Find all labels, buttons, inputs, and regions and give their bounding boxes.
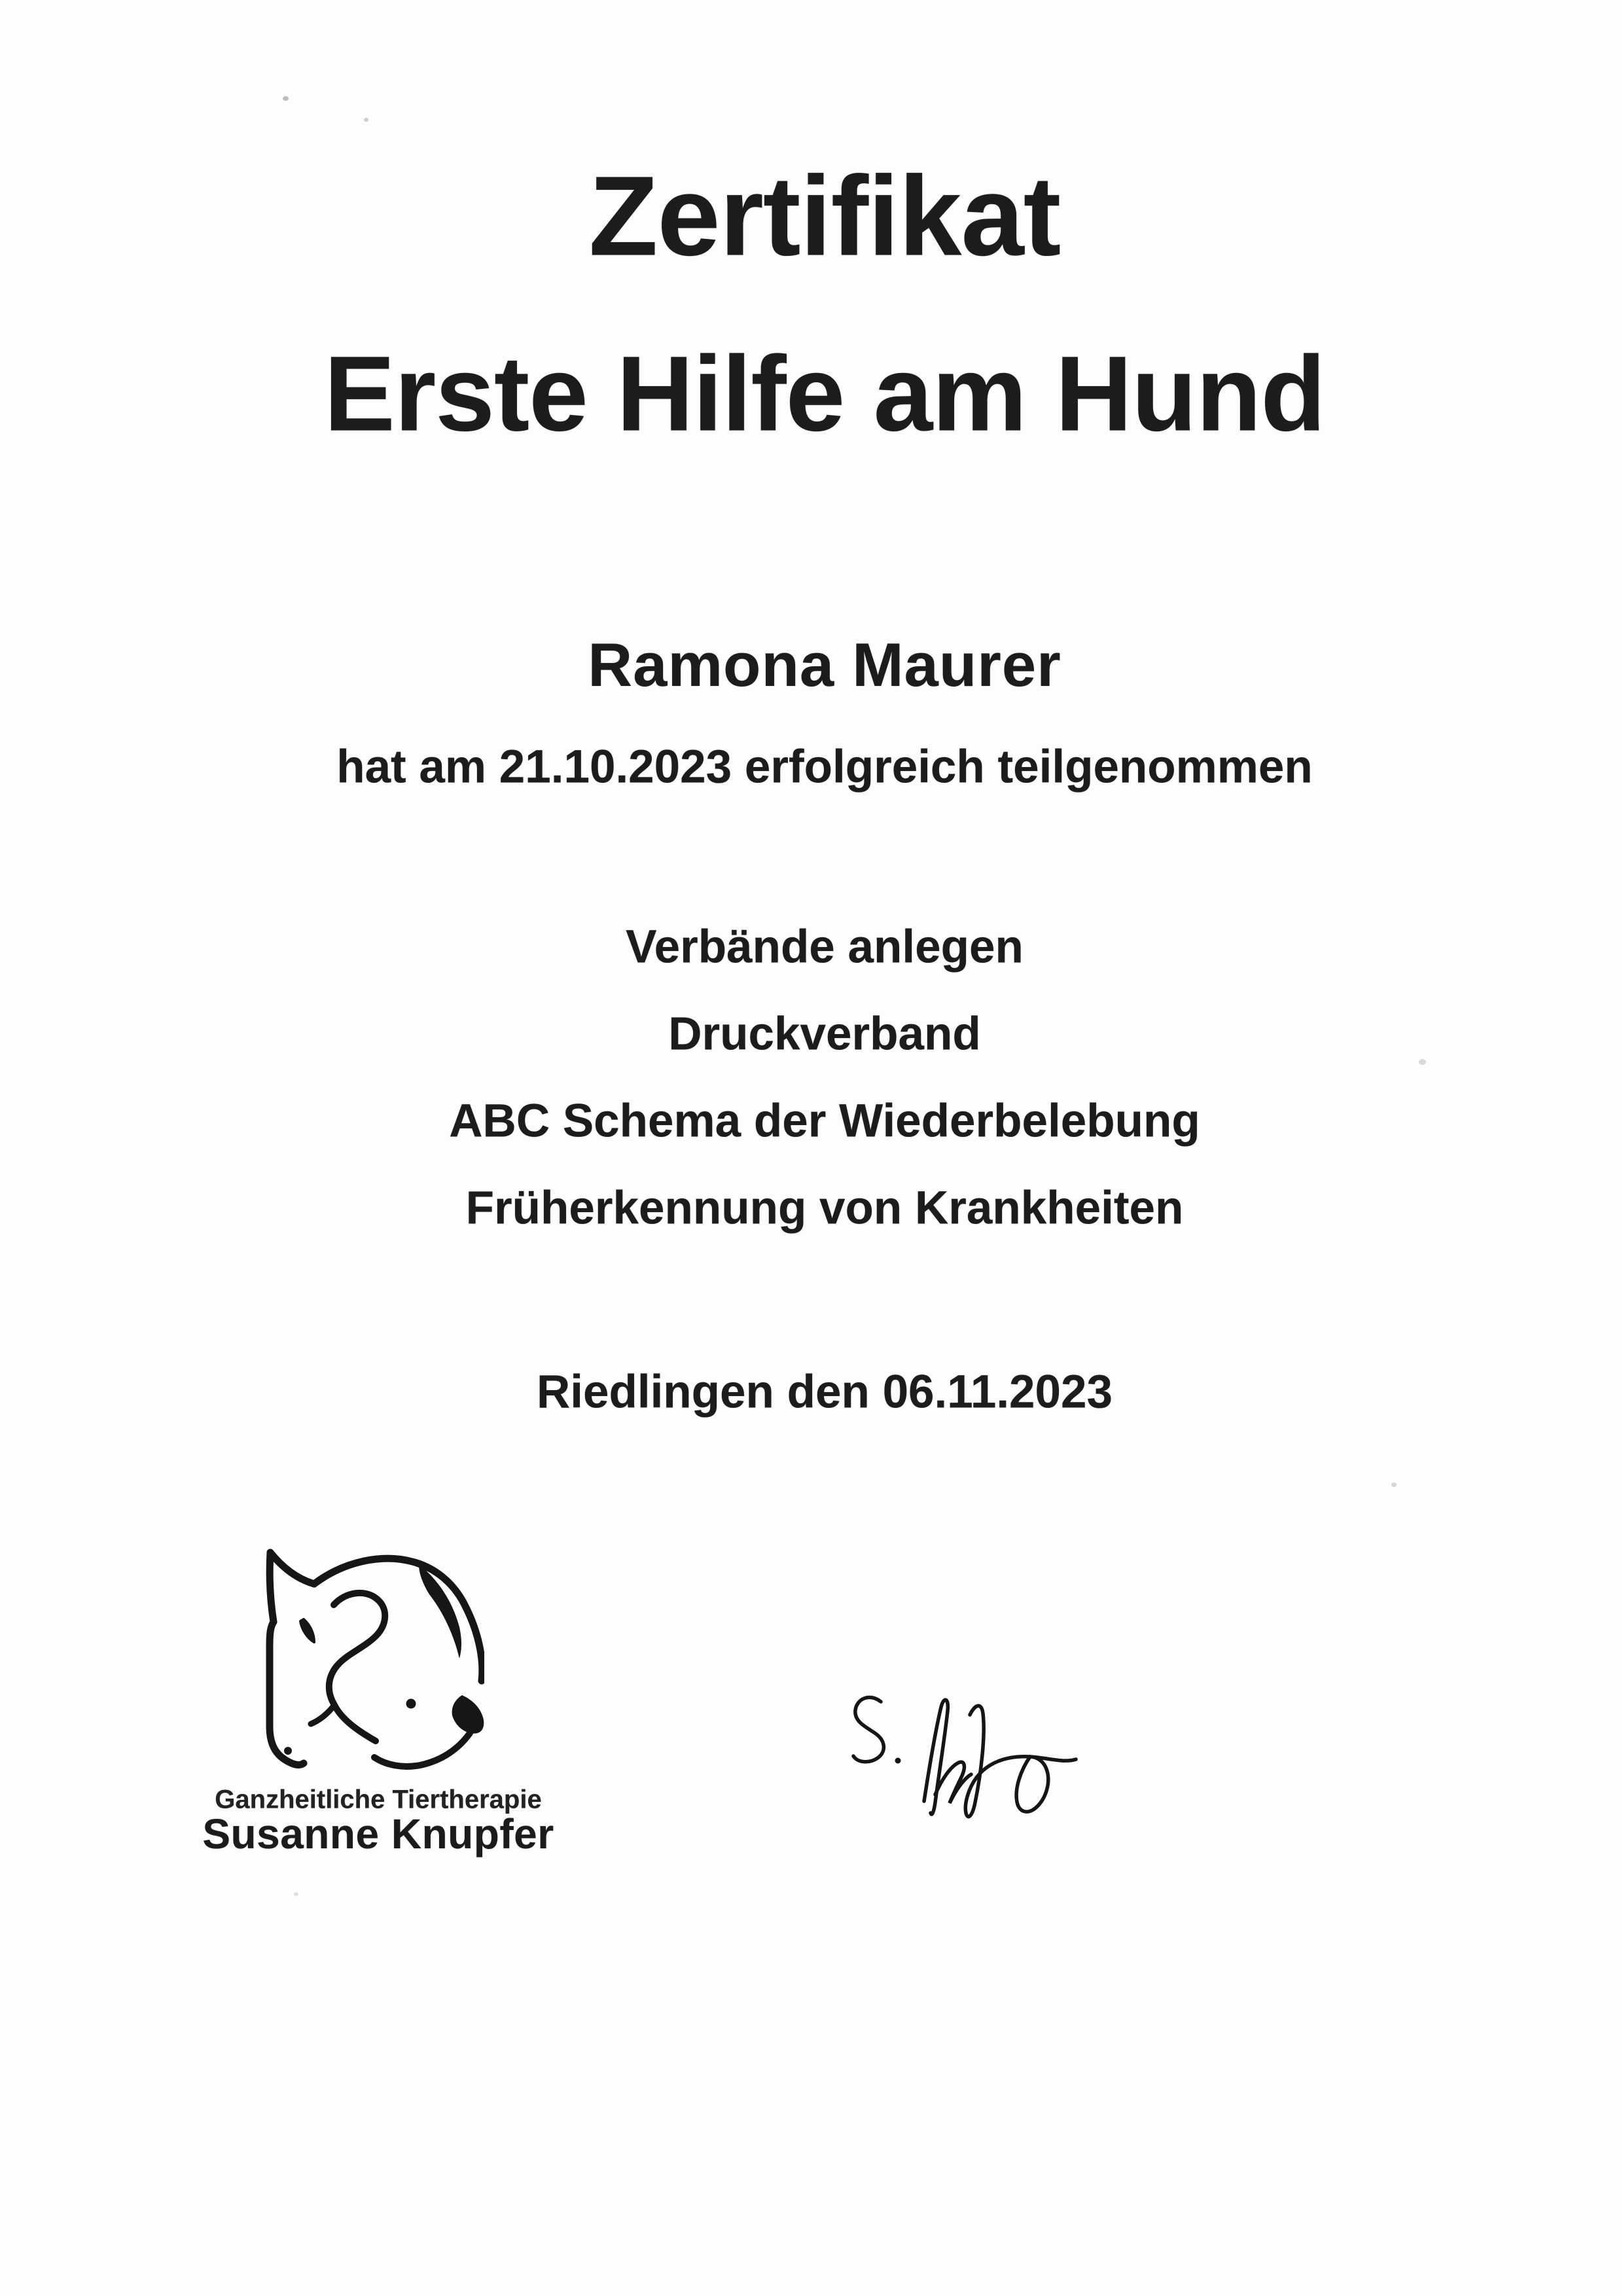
scan-speck [283, 96, 289, 101]
topic-item: Druckverband [668, 1008, 981, 1060]
issuer-name: Susanne Knupfer [202, 1810, 554, 1857]
participation-line: hat am 21.10.2023 erfolgreich teilgenommen [336, 741, 1313, 793]
horse-and-dog-logo-icon [254, 1542, 484, 1778]
topic-item: ABC Schema der Wiederbelebung [449, 1095, 1200, 1147]
signature-drawing [839, 1673, 1088, 1830]
scan-speck [294, 1892, 298, 1896]
handwritten-signature [839, 1673, 1088, 1830]
topic-item: Früherkennung von Krankheiten [465, 1182, 1184, 1234]
horse-and-dog-logo-drawing [254, 1542, 484, 1778]
place-date-line: Riedlingen den 06.11.2023 [536, 1366, 1113, 1418]
scan-speck [1419, 1059, 1426, 1065]
topic-item: Verbände anlegen [626, 921, 1024, 973]
scan-speck [1391, 1482, 1397, 1487]
scan-speck [364, 118, 368, 122]
certificate-subtitle: Erste Hilfe am Hund [324, 333, 1325, 454]
recipient-name: Ramona Maurer [588, 630, 1061, 699]
certificate-title: Zertifikat [588, 152, 1061, 279]
issuer-organization: Ganzheitliche Tiertherapie [215, 1785, 542, 1814]
